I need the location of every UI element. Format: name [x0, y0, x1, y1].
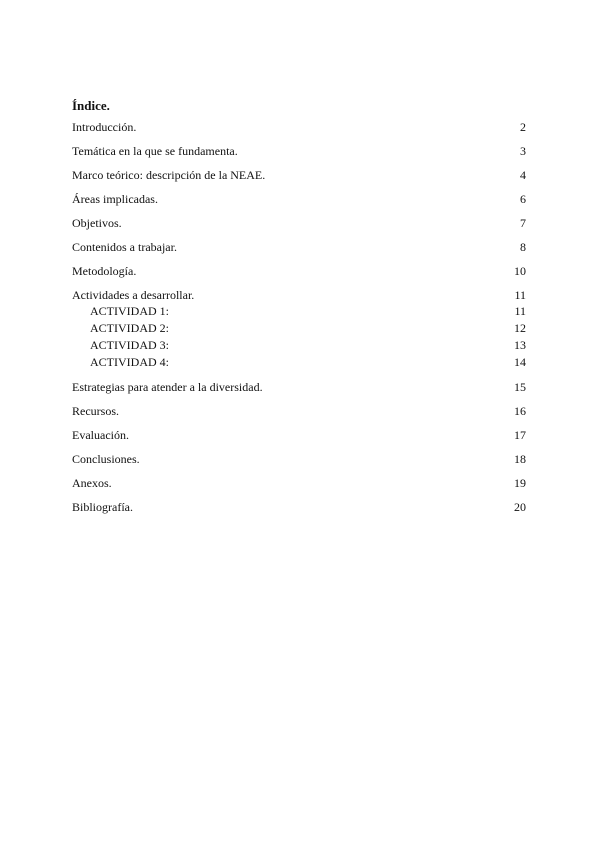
toc-entry-page: 16	[514, 404, 526, 418]
toc-entry-page: 2	[520, 120, 526, 134]
toc-entry-label: Áreas implicadas.	[72, 192, 158, 206]
toc-entry-page: 19	[514, 476, 526, 490]
toc-entry-bibliografia[interactable]	[72, 499, 526, 515]
toc-entry-label: ACTIVIDAD 4:	[90, 355, 169, 369]
toc-entry-label: ACTIVIDAD 2:	[90, 321, 169, 335]
toc-entry-label: Estrategias para atender a la diversidad.	[72, 380, 263, 394]
toc-entry-page: 3	[520, 144, 526, 158]
toc-entry-label: Actividades a desarrollar.	[72, 288, 195, 302]
toc-entry-page: 10	[514, 264, 526, 278]
toc-entry-conclusiones[interactable]	[72, 451, 526, 467]
toc-entry-page: 13	[514, 338, 526, 352]
toc-entry-label: ACTIVIDAD 1:	[90, 304, 169, 318]
toc-entry-actividad-4[interactable]	[72, 354, 526, 371]
toc-entry-page: 11	[514, 304, 526, 318]
toc-entry-page: 7	[520, 216, 526, 230]
toc-entry-page: 18	[514, 452, 526, 466]
toc-entry-page: 12	[514, 321, 526, 335]
toc-entry-actividad-3[interactable]	[72, 337, 526, 354]
toc-entry-label: Contenidos a trabajar.	[72, 240, 177, 254]
toc-entry-tematica[interactable]	[72, 143, 526, 159]
toc-entry-actividad-1[interactable]	[72, 303, 526, 320]
toc-entry-label: Anexos.	[72, 476, 112, 490]
toc-entry-page: 17	[514, 428, 526, 442]
toc-entry-page: 6	[520, 192, 526, 206]
toc-title: Índice.	[72, 98, 110, 113]
toc-entry-evaluacion[interactable]	[72, 427, 526, 443]
toc-entry-page: 20	[514, 500, 526, 514]
toc-entry-label: Introducción.	[72, 120, 137, 134]
toc-entry-label: ACTIVIDAD 3:	[90, 338, 169, 352]
toc-entry-metodologia[interactable]	[72, 263, 526, 279]
toc-entry-areas[interactable]	[72, 191, 526, 207]
toc-entry-label: Bibliografía.	[72, 500, 133, 514]
toc-entry-page: 8	[520, 240, 526, 254]
toc-entry-recursos[interactable]	[72, 403, 526, 419]
toc-entry-page: 11	[514, 288, 526, 302]
table-of-contents	[72, 98, 526, 515]
toc-entry-label: Metodología.	[72, 264, 137, 278]
toc-entry-contenidos[interactable]	[72, 239, 526, 255]
toc-entry-label: Objetivos.	[72, 216, 122, 230]
toc-entry-marco-teorico[interactable]	[72, 167, 526, 183]
toc-entry-anexos[interactable]	[72, 475, 526, 491]
toc-entry-introduccion[interactable]	[72, 119, 526, 135]
toc-entry-page: 14	[514, 355, 526, 369]
toc-entry-page: 15	[514, 380, 526, 394]
toc-entry-label: Recursos.	[72, 404, 119, 418]
toc-entry-label: Marco teórico: descripción de la NEAE.	[72, 168, 266, 182]
toc-entry-page: 4	[520, 168, 526, 182]
toc-entry-label: Conclusiones.	[72, 452, 140, 466]
toc-entry-actividad-2[interactable]	[72, 320, 526, 337]
toc-entry-label: Temática en la que se fundamenta.	[72, 144, 238, 158]
toc-entry-label: Evaluación.	[72, 428, 129, 442]
toc-entry-objetivos[interactable]	[72, 215, 526, 231]
toc-entry-estrategias[interactable]	[72, 379, 526, 395]
toc-entry-actividades[interactable]	[72, 287, 526, 303]
